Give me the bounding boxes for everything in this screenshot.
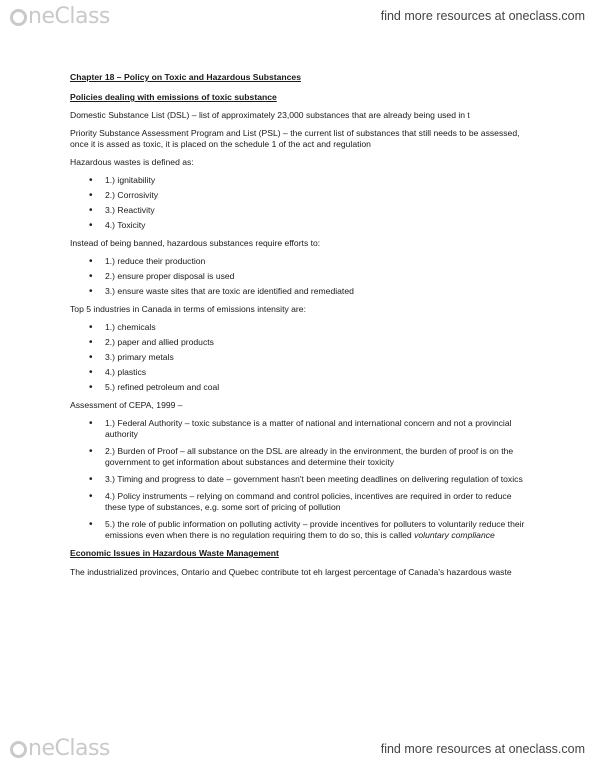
paragraph-assessment: Assessment of CEPA, 1999 – <box>70 400 183 410</box>
oneclass-logo-header <box>10 6 110 28</box>
paragraph-hazardous-definition: Hazardous wastes is defined as: <box>70 157 194 167</box>
list-item: • 2.) Corrosivity <box>89 190 530 201</box>
logo-ring-icon <box>10 741 27 758</box>
logo-ring-icon <box>10 9 27 26</box>
list-item: • 1.) chemicals <box>89 322 530 333</box>
hazard-list <box>70 175 530 231</box>
list-item: • 2.) ensure proper disposal is used <box>89 271 530 282</box>
section-heading-economic: Economic Issues in Hazardous Waste Management <box>70 548 279 558</box>
list-item: • 1.) reduce their production <box>89 256 530 267</box>
paragraph-industrialized: The industrialized provinces, Ontario and Quebec contribute tot eh largest percentage of Canada's hazardous waste <box>70 567 512 577</box>
chapter-title: Chapter 18 – Policy on Toxic and Hazardous Substances <box>70 72 301 82</box>
paragraph-dsl: Domestic Substance List (DSL) – list of approximately 23,000 substances that are already being used in t <box>70 110 470 120</box>
list-item: • 1.) Federal Authority – toxic substance is a matter of national and international concern and not a provincial authority <box>89 418 530 440</box>
emphasis-term: voluntary compliance <box>414 530 495 540</box>
assessment-list <box>70 418 530 541</box>
list-item: • 3.) Timing and progress to date – government hasn't been meeting deadlines on delivering regulation of toxics <box>89 474 530 485</box>
list-item: • 3.) primary metals <box>89 352 530 363</box>
section-heading-policies: Policies dealing with emissions of toxic substance <box>70 92 277 102</box>
paragraph-psl: Priority Substance Assessment Program and List (PSL) – the current list of substances that still needs to be assessed, once it is assed as toxic, it is placed on the schedule 1 of the act and regulation <box>70 128 520 149</box>
list-item: • 2.) Burden of Proof – all substance on the DSL are already in the environment, the burden of proof is on the government to get information about substances and determine their toxicity <box>89 446 530 468</box>
efforts-list <box>70 256 530 297</box>
list-item: • 4.) Toxicity <box>89 220 530 231</box>
list-item-text: 5.) the role of public information on polluting activity – provide incentives for polluters to voluntarily reduce their emissions even when there is no regulation requiring them to do so, this is called <box>105 519 525 540</box>
paragraph-top5: Top 5 industries in Canada in terms of emissions intensity are: <box>70 304 306 314</box>
logo-text-one: ne <box>28 736 55 761</box>
logo-text-one: ne <box>28 4 55 29</box>
industries-list <box>70 322 530 393</box>
list-item: • 3.) Reactivity <box>89 205 530 216</box>
footer-tagline[interactable]: find more resources at oneclass.com <box>380 742 585 756</box>
document-body <box>70 72 530 585</box>
list-item: • 3.) ensure waste sites that are toxic are identified and remediated <box>89 286 530 297</box>
paragraph-instead: Instead of being banned, hazardous substances require efforts to: <box>70 238 321 248</box>
header-tagline[interactable]: find more resources at oneclass.com <box>380 9 585 23</box>
list-item: • 4.) Policy instruments – relying on command and control policies, incentives are required in order to reduce these type of substances, e.g. some sort of pricing of pollution <box>89 491 530 513</box>
list-item: • 1.) ignitability <box>89 175 530 186</box>
list-item: • 5.) refined petroleum and coal <box>89 382 530 393</box>
list-item: • 2.) paper and allied products <box>89 337 530 348</box>
list-item <box>89 519 530 541</box>
oneclass-logo-footer <box>10 738 110 760</box>
logo-text-class: Class <box>54 736 110 761</box>
list-item: • 4.) plastics <box>89 367 530 378</box>
logo-text-class: Class <box>54 4 110 29</box>
